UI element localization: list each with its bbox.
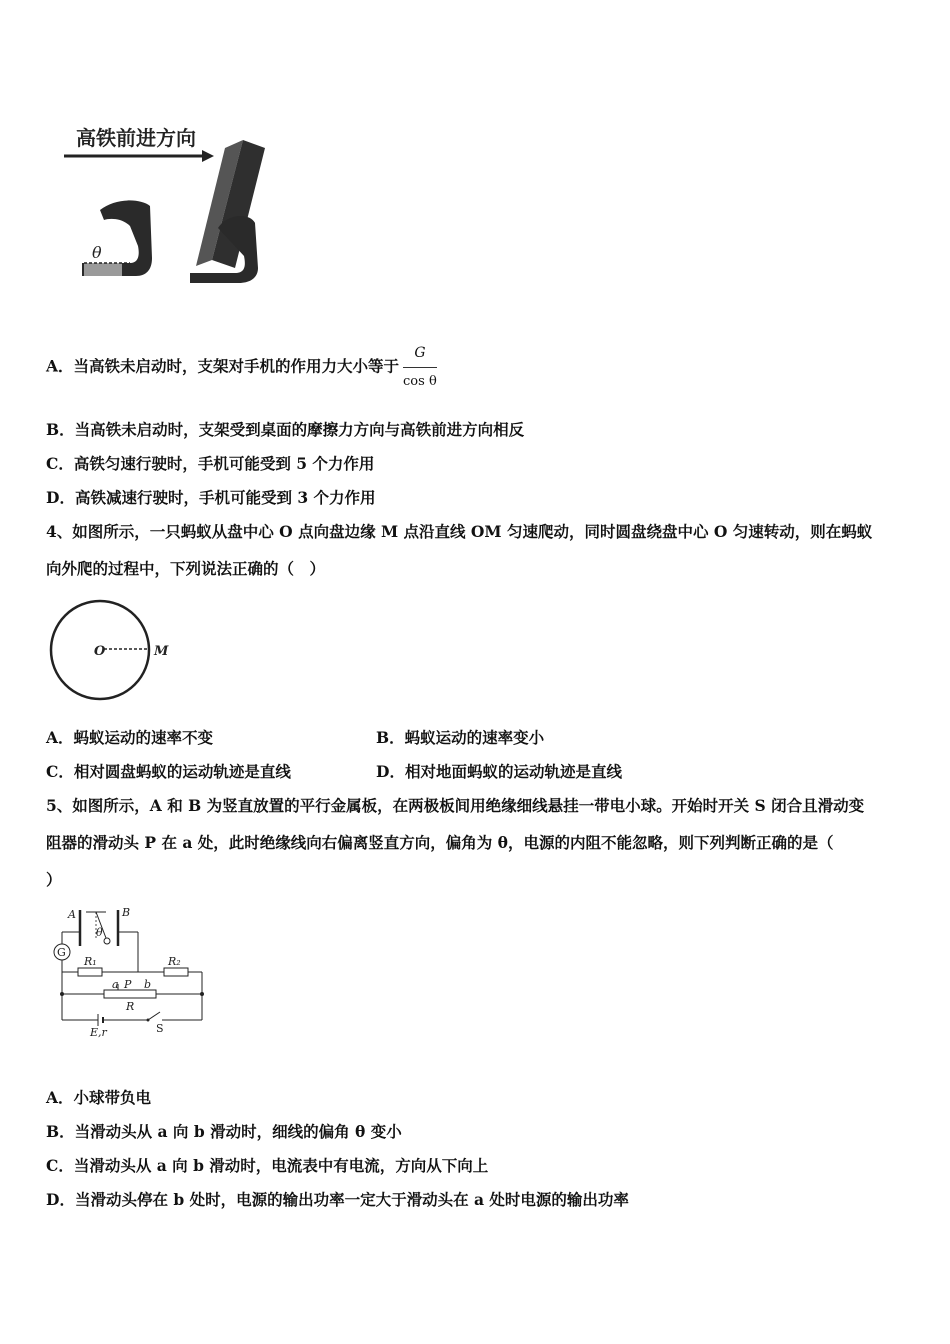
direction-arrow-head: [202, 150, 214, 162]
q5-option-b: B．当滑动头从 a 向 b 滑动时，细线的偏角 θ 变小: [46, 1122, 402, 1141]
charged-ball: [104, 938, 110, 944]
resistor-r1: [78, 968, 102, 976]
rheostat-r: [104, 990, 156, 998]
angle-theta-label: θ: [92, 243, 102, 262]
q5-stem-line1: 5、如图所示，A 和 B 为竖直放置的平行金属板，在两极板间用绝缘细线悬挂一带电小球。开始时开关 S 闭合且滑动变: [46, 796, 865, 815]
resistor-r2: [164, 968, 188, 976]
theta-label: θ: [96, 926, 103, 939]
q5-stem-line2: 阻器的滑动头 P 在 a 处，此时绝缘线向右偏离竖直方向，偏角为 θ，电源的内阻不能忽略，则下列判断正确的是（: [46, 833, 834, 852]
r1-label: R₁: [84, 955, 97, 968]
switch-blade: [148, 1012, 160, 1020]
q5-option-a: A．小球带负电: [46, 1088, 152, 1107]
q3-option-d: D．高铁减速行驶时，手机可能受到 3 个力作用: [46, 488, 376, 507]
plate-a-label: A: [68, 908, 76, 921]
q4-option-a: A．蚂蚁运动的速率不变: [46, 728, 214, 747]
q3-option-c: C．高铁匀速行驶时，手机可能受到 5 个力作用: [46, 454, 375, 473]
q3-option-a-text: A．当高铁未启动时，支架对手机的作用力大小等于: [46, 356, 400, 376]
q5-option-d: D．当滑动头停在 b 处时，电源的输出功率一定大于滑动头在 a 处时电源的输出功率: [46, 1190, 629, 1209]
q4-option-d: D．相对地面蚂蚁的运动轨迹是直线: [376, 762, 622, 781]
plate-b-label: B: [122, 906, 131, 919]
battery-label: E,r: [90, 1026, 107, 1039]
fraction-numerator: G: [403, 343, 437, 368]
r2-label: R₂: [168, 955, 181, 968]
center-o-label: O: [94, 644, 106, 659]
q4-option-b: B．蚂蚁运动的速率变小: [376, 728, 545, 747]
q3-option-a: [46, 343, 437, 392]
disc-figure: [44, 598, 184, 702]
phone-stand-figure: [60, 118, 290, 293]
q3-option-b: B．当高铁未启动时，支架受到桌面的摩擦力方向与高铁前进方向相反: [46, 420, 525, 439]
circuit-figure: [46, 904, 216, 1040]
q4-stem-line2: 向外爬的过程中，下列说法正确的（ ）: [46, 559, 326, 578]
train-direction-label: 高铁前进方向: [76, 126, 196, 150]
fraction-g-over-cos: [403, 343, 437, 392]
galvanometer-label: G: [57, 946, 66, 959]
q5-option-c: C．当滑动头从 a 向 b 滑动时，电流表中有电流，方向从下向上: [46, 1156, 489, 1175]
rheostat-a-label: a: [112, 978, 119, 991]
slider-p-label: P: [124, 978, 132, 991]
q4-stem-line1: 4、如图所示，一只蚂蚁从盘中心 O 点向盘边缘 M 点沿直线 OM 匀速爬动，同时圆盘绕盘中心 O 匀速转动，则在蚂蚁: [46, 522, 873, 541]
stand-left-base: [84, 263, 122, 276]
edge-m-label: M: [154, 644, 169, 659]
q4-option-c: C．相对圆盘蚂蚁的运动轨迹是直线: [46, 762, 291, 781]
fraction-denominator: cos θ: [403, 374, 437, 389]
switch-pivot: [147, 1019, 150, 1022]
q5-stem-line3: ）: [46, 870, 62, 889]
switch-label: S: [156, 1022, 164, 1035]
rheostat-b-label: b: [144, 978, 152, 991]
rheostat-r-label: R: [126, 1000, 135, 1013]
